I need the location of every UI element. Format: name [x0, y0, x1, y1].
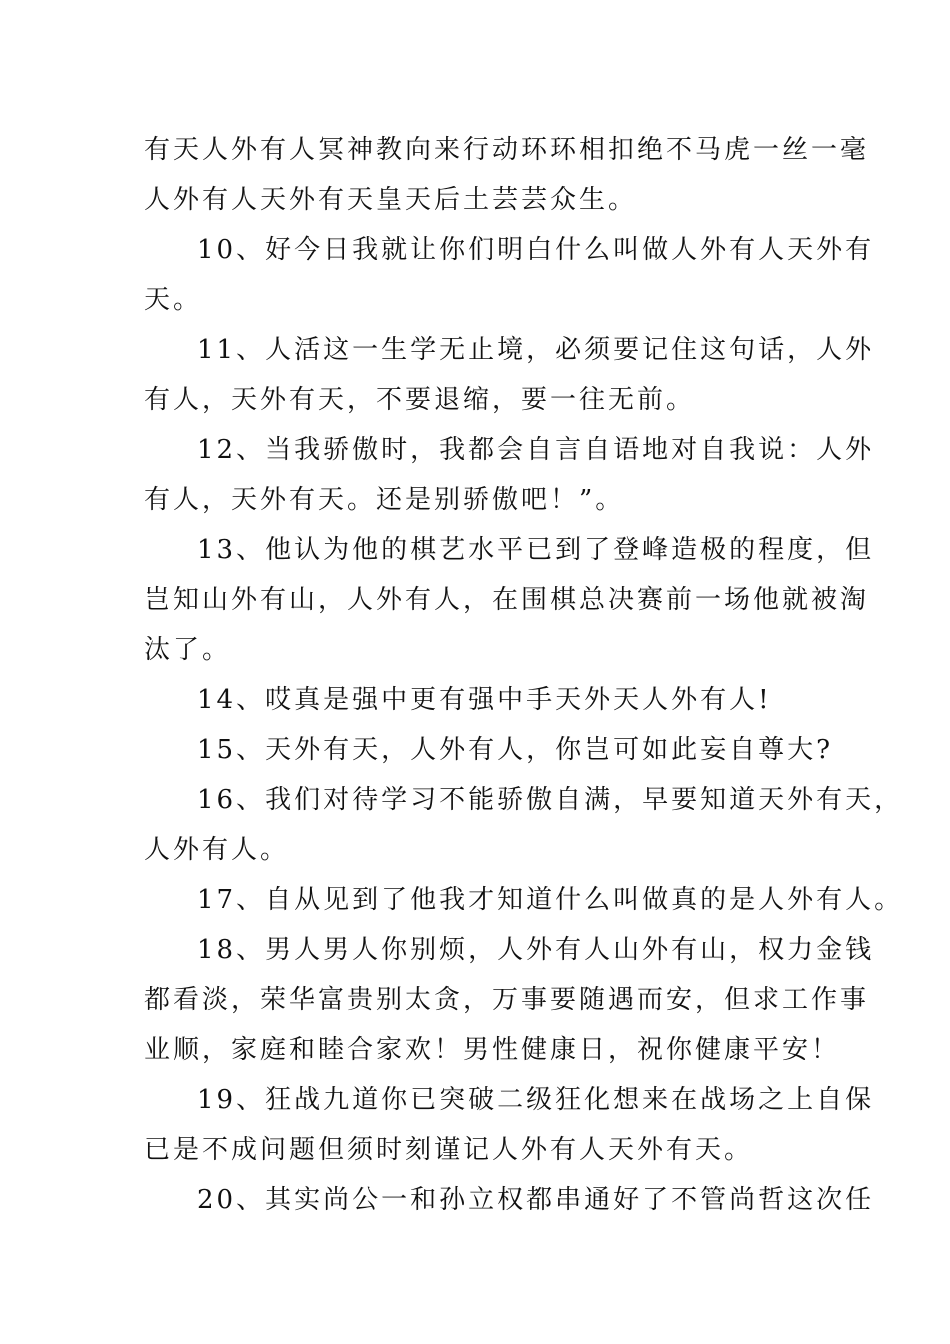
text-line-15: 人外有人。 — [144, 835, 290, 865]
text-line-17: 18、男人男人你别烦，人外有人山外有山，权力金钱 — [197, 935, 875, 965]
text-line-21: 已是不成问题但须时刻谨记人外有人天外有天。 — [144, 1135, 754, 1165]
text-line-8: 有人，天外有天。还是别骄傲吧！”。 — [144, 485, 625, 515]
text-line-3: 10、好今日我就让你们明白什么叫做人外有人天外有 — [197, 235, 875, 265]
text-line-9: 13、他认为他的棋艺水平已到了登峰造极的程度，但 — [197, 535, 875, 565]
text-line-4: 天。 — [144, 285, 203, 315]
text-line-19: 业顺，家庭和睦合家欢！男性健康日，祝你健康平安！ — [144, 1035, 841, 1065]
text-line-22: 20、其实尚公一和孙立权都串通好了不管尚哲这次任 — [197, 1185, 875, 1215]
text-line-11: 汰了。 — [144, 635, 232, 665]
text-line-5: 11、人活这一生学无止境，必须要记住这句话，人外 — [197, 335, 875, 365]
text-line-1: 有天人外有人冥神教向来行动环环相扣绝不马虎一丝一毫 — [144, 135, 870, 165]
text-line-7: 12、当我骄傲时，我都会自言自语地对自我说：人外 — [197, 435, 875, 465]
text-line-13: 15、天外有天，人外有人，你岂可如此妄自尊大? — [197, 735, 834, 765]
text-line-12: 14、哎真是强中更有强中手天外天人外有人! — [197, 685, 772, 715]
text-line-16: 17、自从见到了他我才知道什么叫做真的是人外有人。 — [197, 885, 904, 915]
text-line-18: 都看淡，荣华富贵别太贪，万事要随遇而安，但求工作事 — [144, 985, 870, 1015]
text-line-14: 16、我们对待学习不能骄傲自满，早要知道天外有天， — [197, 785, 904, 815]
text-line-6: 有人，天外有天，不要退缩，要一往无前。 — [144, 385, 696, 415]
text-line-20: 19、狂战九道你已突破二级狂化想来在战场之上自保 — [197, 1085, 875, 1115]
text-line-10: 岂知山外有山，人外有人，在围棋总决赛前一场他就被淘 — [144, 585, 870, 615]
text-line-2: 人外有人天外有天皇天后土芸芸众生。 — [144, 185, 638, 215]
